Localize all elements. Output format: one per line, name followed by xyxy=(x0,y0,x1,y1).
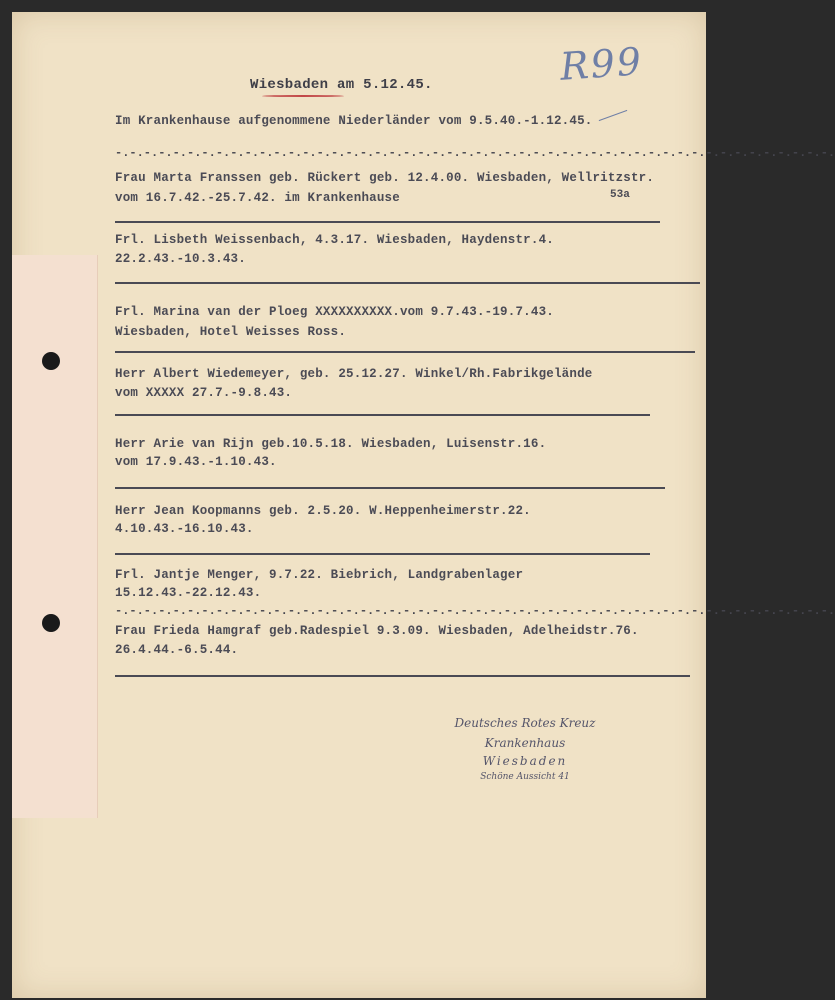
entry-8-line1: Frau Frieda Hamgraf geb.Radespiel 9.3.09. Wiesbaden, Adelheidstr.76. xyxy=(115,624,639,638)
entry-separator xyxy=(115,675,690,677)
entry-4-line1: Herr Albert Wiedemeyer, geb. 25.12.27. Winkel/Rh.Fabrikgelände xyxy=(115,367,593,381)
entry-1-line1: Frau Marta Franssen geb. Rückert geb. 12.4.00. Wiesbaden, Wellritzstr. xyxy=(115,171,655,185)
entry-5-line2: vom 17.9.43.-1.10.43. xyxy=(115,455,277,469)
document-title: Wiesbaden am 5.12.45. xyxy=(250,77,433,93)
tape-strip xyxy=(12,255,98,818)
entry-4-line2: vom XXXXX 27.7.-9.8.43. xyxy=(115,386,293,400)
entry-3-line1: Frl. Marina van der Ploeg XXXXXXXXXX.vom 9.7.43.-19.7.43. xyxy=(115,305,554,319)
entry-6-line2: 4.10.43.-16.10.43. xyxy=(115,522,254,536)
stamp-line-organization: Deutsches Rotes Kreuz xyxy=(454,716,596,730)
entry-separator xyxy=(115,414,650,416)
entry-3-line2: Wiesbaden, Hotel Weisses Ross. xyxy=(115,325,347,339)
entry-separator xyxy=(115,282,700,284)
entry-5-line1: Herr Arie van Rijn geb.10.5.18. Wiesbaden, Luisenstr.16. xyxy=(115,437,547,451)
entry-8-line2: 26.4.44.-6.5.44. xyxy=(115,643,239,657)
stamp-line-institution: Krankenhaus xyxy=(484,736,566,750)
entry-1-line2: vom 16.7.42.-25.7.42. im Krankenhause xyxy=(115,191,400,205)
entry-7-line1: Frl. Jantje Menger, 9.7.22. Biebrich, Landgrabenlager xyxy=(115,568,524,582)
document-subtitle: Im Krankenhause aufgenommene Niederländer vom 9.5.40.-1.12.45. xyxy=(115,114,593,128)
stamp-line-city: Wiesbaden xyxy=(482,754,568,768)
dash-dot-separator: -.-.-.-.-.-.-.-.-.-.-.-.-.-.-.-.-.-.-.-.-.-.-.-.-.-.-.-.-.-.-.-.-.-.-.-.-.-.-.-.-.-.-.-.-.-.-.-.-.-. xyxy=(115,604,835,618)
dash-dot-separator: -.-.-.-.-.-.-.-.-.-.-.-.-.-.-.-.-.-.-.-.-.-.-.-.-.-.-.-.-.-.-.-.-.-.-.-.-.-.-.-.-.-.-.-.-.-.-.-.-.-. xyxy=(115,146,835,160)
entry-separator xyxy=(115,221,660,223)
red-underline xyxy=(262,95,344,97)
entry-6-line1: Herr Jean Koopmanns geb. 2.5.20. W.Heppenheimerstr.22. xyxy=(115,504,531,518)
entry-2-line1: Frl. Lisbeth Weissenbach, 4.3.17. Wiesbaden, Haydenstr.4. xyxy=(115,233,554,247)
entry-separator xyxy=(115,487,665,489)
entry-2-line2: 22.2.43.-10.3.43. xyxy=(115,252,246,266)
entry-1-house-number: 53a xyxy=(610,189,630,201)
punch-hole-bottom xyxy=(42,614,60,632)
entry-separator xyxy=(115,553,650,555)
entry-7-line2: 15.12.43.-22.12.43. xyxy=(115,586,262,600)
handwritten-reference-mark: R99 xyxy=(558,39,645,89)
punch-hole-top xyxy=(42,352,60,370)
entry-separator xyxy=(115,351,695,353)
stamp-line-address: Schöne Aussicht 41 xyxy=(480,772,570,782)
